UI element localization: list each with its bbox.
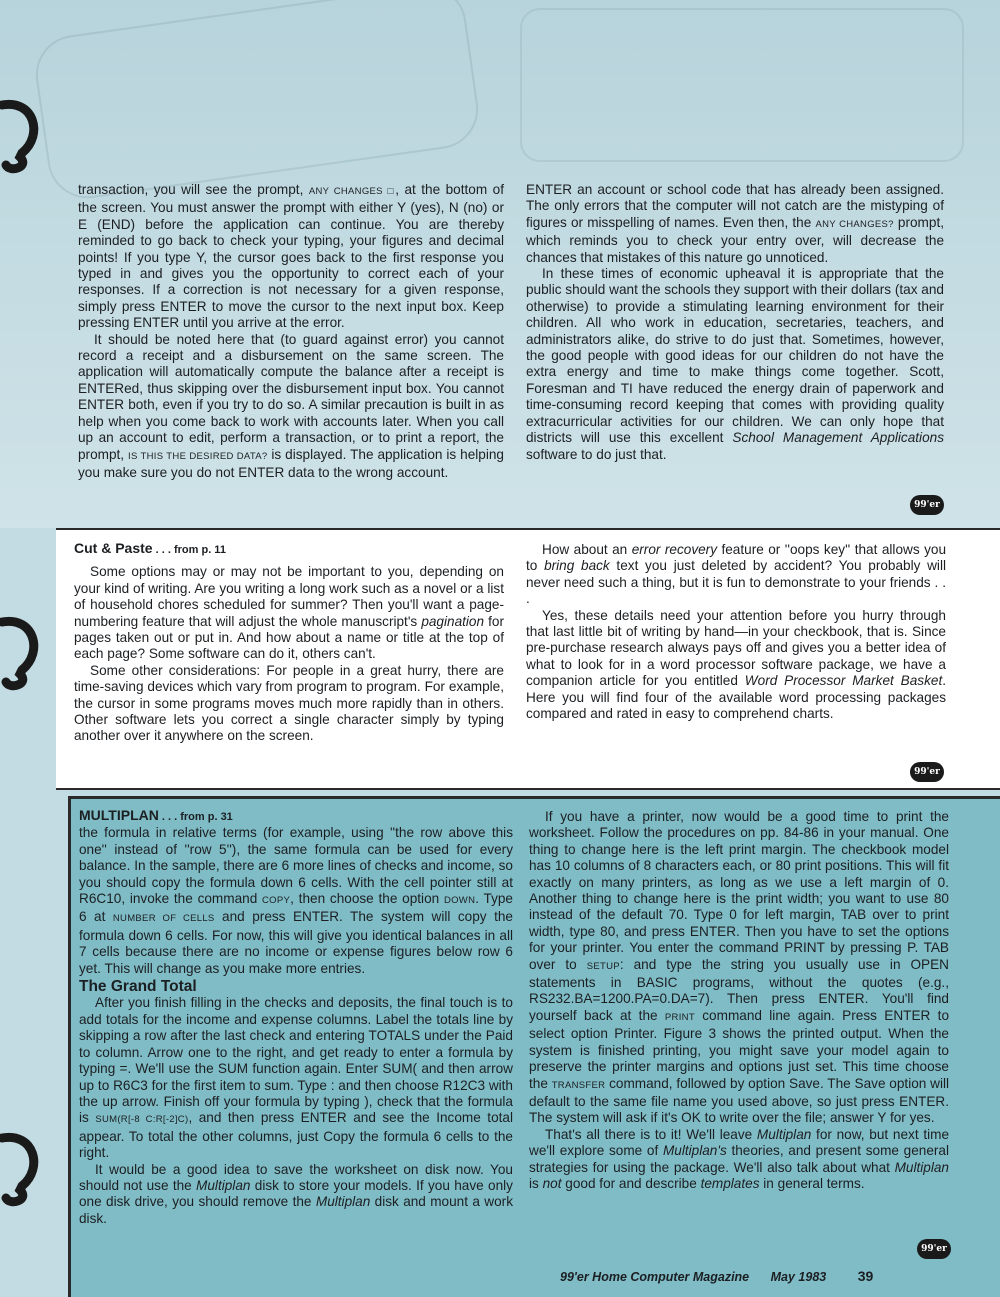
faded-show-through-graphic — [31, 0, 484, 203]
italic-term: Multiplan — [756, 1126, 812, 1142]
italic-term: Word Processor Market Basket — [744, 673, 943, 689]
small-caps-term: COPY — [262, 895, 291, 907]
cut-paste-heading — [74, 540, 504, 558]
multiplan-left-text — [79, 995, 513, 1227]
binder-ring-icon — [0, 612, 48, 692]
article-end-mark: 99'er — [910, 495, 944, 515]
italic-term: Multiplan — [894, 1159, 949, 1175]
small-caps-term: NUMBER OF CELLS — [112, 913, 215, 925]
italic-term: Multiplan — [196, 1177, 251, 1193]
grand-total-subheading: The Grand Total — [79, 978, 197, 996]
cut-paste-end-mark: 99'er — [910, 762, 944, 782]
binder-ring-icon — [0, 1128, 48, 1208]
italic-term: not — [542, 1175, 562, 1191]
paragraph: It would be a good idea to save the worksheet on disk now. You should not use the Multiplan disk to store your models. If you have only one disk drive, you should remove the Multiplan disk and mount a work disk. — [79, 1161, 514, 1226]
multiplan-end-mark: 99'er — [917, 1239, 951, 1259]
paragraph: After you finish filling in the checks and deposits, the final touch is to add totals for the income and expense columns. Label the totals line by skipping a row after the last check and entering TOTALS under the Paid to column. Arrow one to the right, and get ready to enter a formula by typing =. We'll use the SUM function again. Enter SUM( and then arrow up to R6C3 for the first item to sum. Type : and then choose R12C3 with the up arrow. Finish off your formula by typing ), check that the formula is SUM(R[-8 C:R[-2]C), and then press ENTER and see the Income total appear. To total the other columns, just Copy the formula 6 cells to the right. — [79, 995, 513, 1161]
paragraph: transaction, you will see the prompt, ANY CHANGES □, at the bottom of the screen. You must answer the prompt with either Y (yes), N (no) or E (END) before the application can continue. You are thereby reminded to go back to check your typing, your figures and decimal points! If you type Y, the cursor goes back to the first response you typed in and gives you the opportunity to correct each of your responses. If a correction is not necessary for a given response, simply press ENTER to move the cursor to the next input box. Keep pressing ENTER until you arrive at the error. — [78, 182, 504, 331]
small-caps-term: TRANSFER — [551, 1079, 606, 1091]
paragraph: Yes, these details need your attention before you hurry through that last little bit of writing by hand—in your checkbook, that is. Since pre-purchase research always pays off and gives you a better idea of what to look for in a word processor software package, we have a companion article for you entitled Word Processor Market Basket. Here you will find four of the available word processing packages compared and rated in easy to comprehend charts. — [526, 607, 946, 722]
paragraph: the formula in relative terms (for example, using ''the row above this one'' instead of ''row 5''), the same formula can be used for every balance. In the sample, there are 6 more lines of checks and income, so you should copy the formula down 6 cells. With the cell pointer still at R6C10, invoke the command COPY, then choose the option DOWN. Type 6 at NUMBER OF CELLS and press ENTER. The system will copy the formula down 6 cells. For now, this will give you identical balances in all 7 cells because there are no income or expense figures below row 6 yet. This will change as you make more entries. — [79, 825, 513, 976]
multiplan-title: MULTIPLAN — [79, 807, 159, 823]
cut-paste-left-column — [74, 540, 504, 745]
italic-term: pagination — [421, 613, 485, 629]
multiplan-continued-from: . . . from p. 31 — [158, 811, 233, 823]
paragraph: ENTER an account or school code that has already been assigned. The only errors that the computer will not catch are the mistyping of figures or misspelling of names. Even then, the ANY CHANGES? prompt, which reminds you to check your entry over, will decrease the chances that mistakes of this nature go unnoticed. — [526, 182, 944, 265]
small-caps-term: PRINT — [664, 1011, 695, 1023]
paragraph: If you have a printer, now would be a good time to print the worksheet. Follow the procedures on pp. 84-86 in your manual. One thing to change here is the left print margin. The checkbook model has 10 columns of 8 characters each, or 80 print positions. This will fit exactly on many printers, as long as we use a left margin of 0. Another thing to change here is the print width; you want to use 80 instead of the default 70. Type 0 for left margin, TAB over to print width, type 80, and press ENTER. Then you have to set the options for your printer. You enter the command PRINT by pressing P. TAB over to SETUP: and type the string you usually use in OPEN statements in BASIC programs, without the quotes (e.g., RS232.BA=1200.PA=0.DA=7). Then press ENTER. You'll find yourself back at the PRINT command line again. Press ENTER to select option Printer. Figure 3 shows the printed output. When the system is finished printing, you might save your model again to preserve the printer margins and options just set. This time choose the TRANSFER command, followed by option Save. The Save option will default to the same file name you used above, so just press ENTER. The system will ask if it's OK to write over the file; answer Y for yes. — [529, 809, 950, 1126]
multiplan-heading — [79, 807, 513, 825]
multiplan-first-paragraph — [79, 825, 513, 977]
cut-paste-right-column — [526, 542, 946, 722]
italic-term: Multiplan — [315, 1194, 371, 1210]
paragraph: It should be noted here that (to guard against error) you cannot record a receipt and a disbursement on the same screen. The application will automatically compute the balance after a receipt is ENTERed, thus skipping over the disbursement input box. You cannot ENTER both, even if you try to do so. A similar precaution is built in as help when you come back to work with accounts later. When you call up an account to edit, perform a transaction, or to print a report, the prompt, IS THIS THE DESIRED DATA? is displayed. The application is helping you make sure you do not ENTER data to the wrong account. — [78, 331, 504, 480]
italic-term: School Management Applications — [732, 430, 944, 446]
paragraph: Some other considerations: For people in a great hurry, there are time-saving devices which vary from program to program. For example, the cursor in some programs moves much more rapidly than in others. Other software lets you correct a single character simply by typing another over it anywhere on the screen. — [74, 662, 504, 744]
small-caps-term: ANY CHANGES? — [815, 218, 894, 230]
small-caps-term: ANY CHANGES □ — [308, 186, 396, 197]
small-caps-term: IS THIS THE DESIRED DATA? — [128, 450, 268, 462]
top-article-right-column — [526, 182, 944, 463]
cut-paste-continued-from: . . . from p. 11 — [152, 544, 226, 556]
cut-paste-title: Cut & Paste — [74, 540, 153, 556]
italic-term: bring back — [544, 558, 610, 574]
paragraph: How about an error recovery feature or ''oops key'' that allows you to bring back text you just deleted by accident? You probably will never need such a thing, but it is fun to demonstrate to your friends . . . — [526, 542, 947, 607]
multiplan-panel — [68, 796, 1000, 1297]
footer-issue-date: May 1983 — [770, 1270, 827, 1284]
small-caps-term: DOWN — [443, 895, 476, 907]
faded-show-through-graphic-right — [520, 8, 964, 162]
cut-paste-left-text — [74, 564, 504, 744]
italic-term: error recovery — [631, 542, 718, 557]
paragraph: Some options may or may not be important to you, depending on your kind of writing. Are you writing a long work such as a novel or a list of household chores scheduled for summer? Then you'll want a page-numbering feature that will adjust the whole manuscript's pagination for pages taken out or put in. And how about a name or title at the top of each page? Some software can do it, others can't. — [74, 564, 505, 662]
italic-term: Multiplan's — [662, 1143, 727, 1159]
small-caps-term: SUM(R[-8 C:R[-2]C) — [95, 1114, 189, 1126]
multiplan-right-column — [529, 809, 949, 1192]
paragraph: In these times of economic upheaval it is appropriate that the public should want the schools they support with their dollars (tax and otherwise) to provide a stimulating learning environment for their children. All who work in education, secretaries, teachers, and administrators alike, do strive to do just that. Sometimes, however, the good people with good ideas for our children do not have the extra energy and time to make things come together. Scott, Foresman and TI have reduced the energy drain of paperwork and time-consuming record keeping that comes with providing quality extracurricular activities for our children. We can only hope that districts will use this excellent School Management Applications software to do just that. — [526, 266, 944, 462]
small-caps-term: SETUP — [586, 960, 620, 972]
footer-magazine-name: 99'er Home Computer Magazine — [560, 1270, 750, 1284]
top-article-left-column — [78, 182, 504, 481]
footer-page-number: 39 — [857, 1268, 874, 1284]
paragraph: That's all there is to it! We'll leave Multiplan for now, but next time we'll explore some of Multiplan's theories, and present some general strategies for using the package. We'll also talk about what Multiplan is not good for and describe templates in general terms. — [529, 1126, 950, 1191]
multiplan-left-column — [79, 807, 513, 1227]
binder-ring-icon — [0, 95, 48, 175]
page-footer — [560, 1268, 980, 1284]
italic-term: templates — [700, 1175, 760, 1191]
cut-and-paste-panel — [56, 528, 1000, 790]
